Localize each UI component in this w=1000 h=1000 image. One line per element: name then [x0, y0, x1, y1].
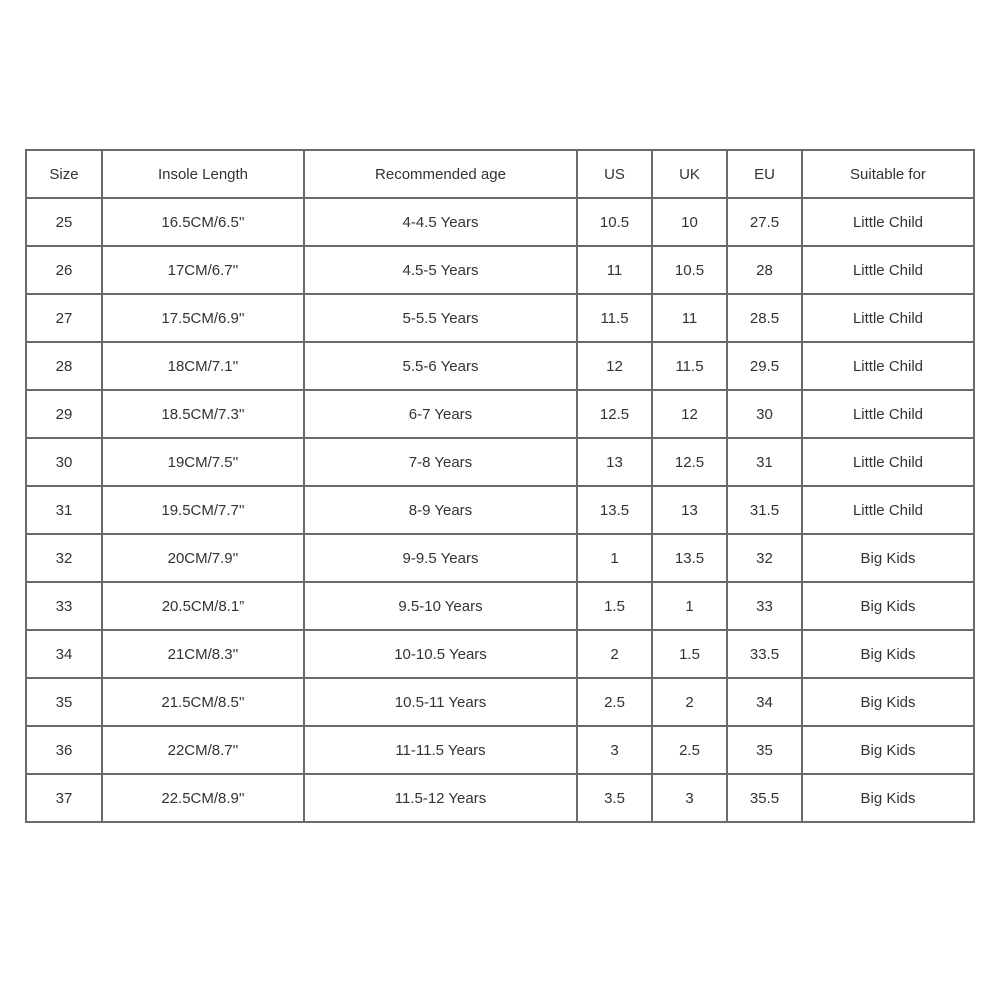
header-row [26, 150, 974, 198]
table-row [26, 630, 974, 678]
table-row [26, 390, 974, 438]
cell-uk: 12 [652, 390, 727, 438]
cell-uk: 1.5 [652, 630, 727, 678]
table-row [26, 246, 974, 294]
cell-recommended-age: 4.5-5 Years [304, 246, 577, 294]
cell-us: 3.5 [577, 774, 652, 822]
cell-us: 3 [577, 726, 652, 774]
table-row [26, 678, 974, 726]
cell-suitable-for: Little Child [802, 294, 974, 342]
cell-insole-length: 22.5CM/8.9'' [102, 774, 304, 822]
cell-insole-length: 18CM/7.1'' [102, 342, 304, 390]
cell-suitable-for: Big Kids [802, 582, 974, 630]
table-row [26, 534, 974, 582]
cell-uk: 2 [652, 678, 727, 726]
cell-eu: 29.5 [727, 342, 802, 390]
cell-us: 11.5 [577, 294, 652, 342]
cell-us: 11 [577, 246, 652, 294]
cell-recommended-age: 5-5.5 Years [304, 294, 577, 342]
cell-uk: 13.5 [652, 534, 727, 582]
header-suitable-for: Suitable for [802, 150, 974, 198]
cell-suitable-for: Little Child [802, 390, 974, 438]
cell-insole-length: 20.5CM/8.1” [102, 582, 304, 630]
cell-suitable-for: Little Child [802, 198, 974, 246]
cell-size: 29 [26, 390, 102, 438]
cell-us: 10.5 [577, 198, 652, 246]
header-uk: UK [652, 150, 727, 198]
cell-us: 12.5 [577, 390, 652, 438]
cell-size: 28 [26, 342, 102, 390]
cell-eu: 33.5 [727, 630, 802, 678]
cell-insole-length: 19.5CM/7.7'' [102, 486, 304, 534]
cell-eu: 27.5 [727, 198, 802, 246]
table-row [26, 294, 974, 342]
header-insole-length: Insole Length [102, 150, 304, 198]
cell-recommended-age: 4-4.5 Years [304, 198, 577, 246]
cell-eu: 31 [727, 438, 802, 486]
cell-uk: 2.5 [652, 726, 727, 774]
cell-insole-length: 21CM/8.3'' [102, 630, 304, 678]
cell-us: 13 [577, 438, 652, 486]
cell-uk: 3 [652, 774, 727, 822]
cell-suitable-for: Big Kids [802, 534, 974, 582]
table-row [26, 198, 974, 246]
table-row [26, 342, 974, 390]
cell-eu: 35.5 [727, 774, 802, 822]
cell-insole-length: 17CM/6.7'' [102, 246, 304, 294]
cell-suitable-for: Little Child [802, 342, 974, 390]
table-row [26, 774, 974, 822]
cell-recommended-age: 9-9.5 Years [304, 534, 577, 582]
cell-recommended-age: 9.5-10 Years [304, 582, 577, 630]
cell-eu: 30 [727, 390, 802, 438]
table-row [26, 438, 974, 486]
cell-suitable-for: Big Kids [802, 678, 974, 726]
cell-us: 2.5 [577, 678, 652, 726]
cell-size: 25 [26, 198, 102, 246]
cell-eu: 33 [727, 582, 802, 630]
cell-insole-length: 21.5CM/8.5'' [102, 678, 304, 726]
cell-eu: 31.5 [727, 486, 802, 534]
cell-insole-length: 22CM/8.7'' [102, 726, 304, 774]
table-body [26, 198, 974, 822]
cell-eu: 28.5 [727, 294, 802, 342]
cell-recommended-age: 11-11.5 Years [304, 726, 577, 774]
cell-suitable-for: Little Child [802, 246, 974, 294]
cell-size: 35 [26, 678, 102, 726]
cell-suitable-for: Big Kids [802, 726, 974, 774]
cell-uk: 11 [652, 294, 727, 342]
cell-size: 30 [26, 438, 102, 486]
size-chart-table [25, 149, 975, 823]
cell-recommended-age: 5.5-6 Years [304, 342, 577, 390]
header-us: US [577, 150, 652, 198]
header-recommended-age: Recommended age [304, 150, 577, 198]
cell-size: 31 [26, 486, 102, 534]
cell-insole-length: 19CM/7.5'' [102, 438, 304, 486]
cell-us: 13.5 [577, 486, 652, 534]
cell-uk: 13 [652, 486, 727, 534]
cell-suitable-for: Big Kids [802, 630, 974, 678]
header-eu: EU [727, 150, 802, 198]
cell-eu: 32 [727, 534, 802, 582]
cell-uk: 10.5 [652, 246, 727, 294]
cell-size: 32 [26, 534, 102, 582]
cell-suitable-for: Little Child [802, 486, 974, 534]
cell-insole-length: 18.5CM/7.3'' [102, 390, 304, 438]
header-size: Size [26, 150, 102, 198]
cell-insole-length: 16.5CM/6.5'' [102, 198, 304, 246]
cell-recommended-age: 10-10.5 Years [304, 630, 577, 678]
cell-us: 1.5 [577, 582, 652, 630]
cell-suitable-for: Little Child [802, 438, 974, 486]
cell-recommended-age: 11.5-12 Years [304, 774, 577, 822]
cell-recommended-age: 10.5-11 Years [304, 678, 577, 726]
table-row [26, 726, 974, 774]
cell-uk: 11.5 [652, 342, 727, 390]
cell-uk: 12.5 [652, 438, 727, 486]
cell-recommended-age: 6-7 Years [304, 390, 577, 438]
cell-uk: 10 [652, 198, 727, 246]
cell-suitable-for: Big Kids [802, 774, 974, 822]
table-row [26, 486, 974, 534]
cell-eu: 34 [727, 678, 802, 726]
cell-size: 27 [26, 294, 102, 342]
cell-recommended-age: 7-8 Years [304, 438, 577, 486]
cell-us: 2 [577, 630, 652, 678]
cell-size: 36 [26, 726, 102, 774]
cell-size: 37 [26, 774, 102, 822]
cell-eu: 35 [727, 726, 802, 774]
cell-us: 12 [577, 342, 652, 390]
cell-insole-length: 17.5CM/6.9'' [102, 294, 304, 342]
table-row [26, 582, 974, 630]
cell-size: 26 [26, 246, 102, 294]
cell-uk: 1 [652, 582, 727, 630]
cell-size: 33 [26, 582, 102, 630]
cell-eu: 28 [727, 246, 802, 294]
cell-recommended-age: 8-9 Years [304, 486, 577, 534]
cell-size: 34 [26, 630, 102, 678]
cell-insole-length: 20CM/7.9'' [102, 534, 304, 582]
cell-us: 1 [577, 534, 652, 582]
